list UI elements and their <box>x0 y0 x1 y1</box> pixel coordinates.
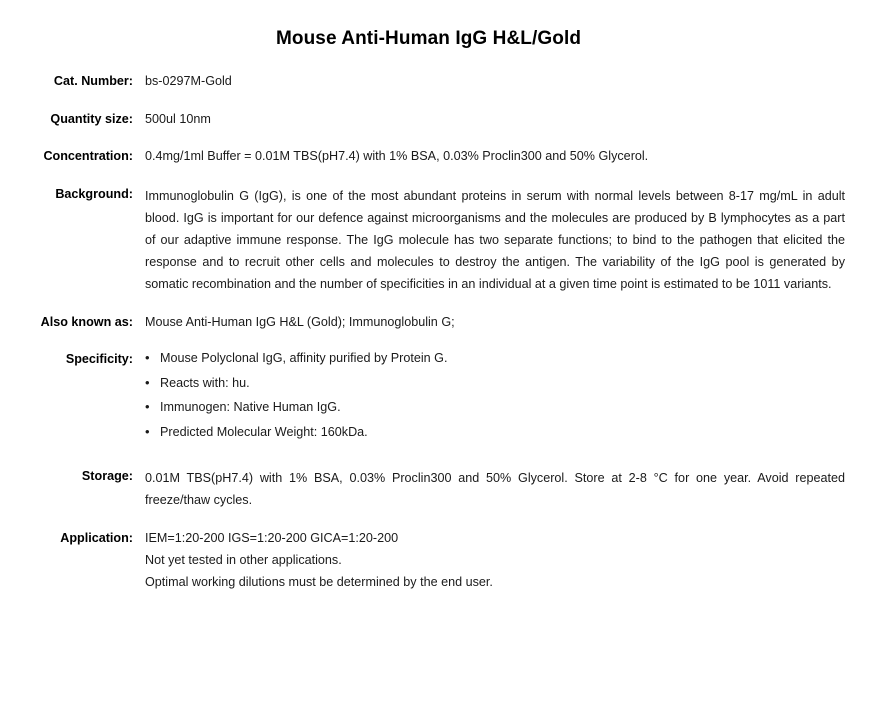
field-value-storage: 0.01M TBS(pH7.4) with 1% BSA, 0.03% Proclin300 and 50% Glycerol. Store at 2-8 °C for one year. Avoid repeated freeze/thaw cycles. <box>145 470 845 507</box>
field-value-cat-number: bs-0297M-Gold <box>145 74 232 88</box>
field-label-background: Background: <box>55 186 133 201</box>
application-line: IEM=1:20-200 IGS=1:20-200 GICA=1:20-200 <box>145 530 399 545</box>
field-row-quantity-size <box>10 110 847 130</box>
field-value-background: Immunoglobulin G (IgG), is one of the most abundant proteins in serum with normal levels between 8-17 mg/mL in adult blood. IgG is important for our defence against microorganisms and the molecules are produced by B lymphocytes as a part of our adaptive immune response. The IgG molecule has two separate functions; to bind to the pathogen that elicited the response and to recruit other cells and molecules to destroy the antigen. The variability of the IgG pool is generated by somatic recombination and the number of specificities in an individual at a given time point is estimated to be 1011 variants. <box>145 188 845 291</box>
list-item: • Immunogen: Native Human IgG. <box>145 399 847 417</box>
field-label-also-known-as: Also known as: <box>40 314 133 329</box>
field-value-concentration: 0.4mg/1ml Buffer = 0.01M TBS(pH7.4) with 1% BSA, 0.03% Proclin300 and 50% Glycerol. <box>145 149 649 164</box>
field-value-specificity <box>145 350 847 449</box>
field-label-concentration: Concentration: <box>43 149 133 164</box>
field-row-concentration <box>10 147 847 167</box>
field-value-application <box>145 529 847 595</box>
field-label-specificity: Specificity: <box>65 352 133 367</box>
application-line: Not yet tested in other applications. <box>145 552 342 567</box>
field-label-quantity-size: Quantity size: <box>50 111 133 126</box>
field-row-application <box>10 529 847 595</box>
list-item: • Predicted Molecular Weight: 160kDa. <box>145 424 847 442</box>
field-value-also-known-as: Mouse Anti-Human IgG H&L (Gold); Immunoglobulin G; <box>145 314 455 329</box>
field-row-storage <box>10 467 847 511</box>
page-title: Mouse Anti-Human IgG H&L/Gold <box>275 28 582 49</box>
field-row-background <box>10 185 847 295</box>
field-row-specificity <box>10 350 847 449</box>
field-row-cat-number <box>10 72 847 92</box>
field-label-storage: Storage: <box>81 468 133 483</box>
list-item: • Mouse Polyclonal IgG, affinity purified by Protein G. <box>145 350 847 368</box>
list-item: • Reacts with: hu. <box>145 375 847 393</box>
field-label-cat-number: Cat. Number: <box>53 74 133 88</box>
field-row-also-known-as <box>10 313 847 333</box>
field-label-application: Application: <box>60 530 133 545</box>
field-value-quantity-size: 500ul 10nm <box>145 111 211 126</box>
specificity-list <box>145 350 847 442</box>
application-line: Optimal working dilutions must be determined by the end user. <box>145 574 493 589</box>
